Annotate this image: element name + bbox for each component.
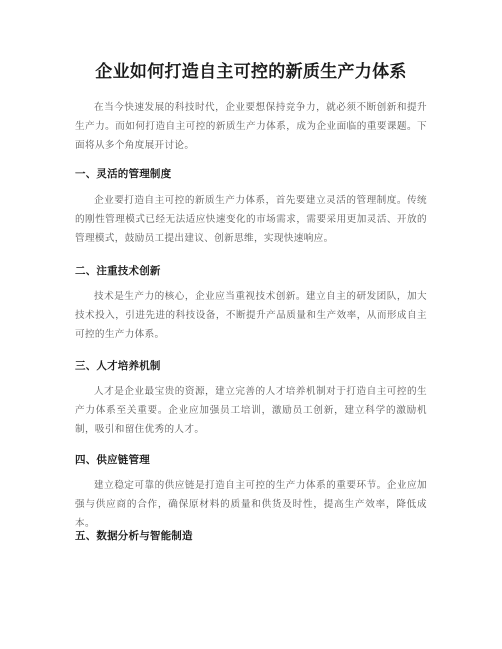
section-3-heading: 三、人才培养机制: [75, 360, 161, 372]
section-3-body: 人才是企业最宝贵的资源，建立完善的人才培养机制对于打造自主可控的生产力体系至关重要。企业应加强员工培训，激励员工创新，建立科学的激励机制，吸引和留住优秀的人才。: [75, 386, 427, 435]
section-2-body: 技术是生产力的核心，企业应当重视技术创新。建立自主的研发团队，加大技术投入，引进先进的科技设备，不断提升产品质量和生产效率，从而形成自主可控的生产力体系。: [75, 291, 427, 340]
section-5-heading: 五、数据分析与智能制造: [75, 530, 193, 542]
document-title: 企业如何打造自主可控的新质生产力体系: [95, 62, 407, 82]
section-1-body: 企业要打造自主可控的新质生产力体系，首先要建立灵活的管理制度。传统的刚性管理模式已经无法适应快速变化的市场需求，需要采用更加灵活、开放的管理模式，鼓励员工提出建议、创新思维，实现快速响应。: [75, 195, 427, 244]
section-2-heading: 二、注重技术创新: [75, 265, 161, 277]
section-4-body: 建立稳定可靠的供应链是打造自主可控的生产力体系的重要环节。企业应加强与供应商的合作，确保原材料的质量和供货及时性，提高生产效率，降低成本。: [75, 480, 427, 529]
section-4-heading: 四、供应链管理: [75, 454, 150, 466]
section-1-heading: 一、灵活的管理制度: [75, 168, 172, 180]
intro-paragraph: 在当今快速发展的科技时代，企业要想保持竞争力，就必须不断创新和提升生产力。而如何打造自主可控的新质生产力体系，成为企业面临的重要课题。下面将从多个角度展开讨论。: [75, 102, 427, 151]
